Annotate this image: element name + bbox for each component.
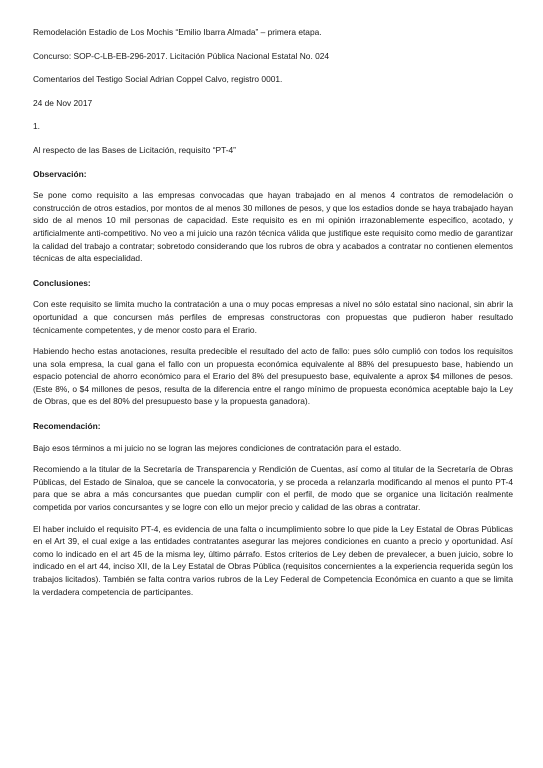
- recomendacion-paragraph-2: Recomiendo a la titular de la Secretaría de Transparencia y Rendición de Cuentas, así como al titular de la Secretaría de Obras Públicas, del Estado de Sinaloa, que se cancele la convocatoria, y se proceda a relanzarla modificando al menos el punto PT-4 para que se abra a más concursantes que puedan cumplir con el perfil, de modo que se organice una licitación realmente competida por varios concursantes y se logre con ello un mejor precio y calidad de las obras a contratar.: [33, 464, 513, 513]
- observacion-heading: Observación:: [33, 168, 87, 179]
- item-number: 1.: [33, 121, 40, 132]
- document-date: 24 de Nov 2017: [33, 97, 93, 108]
- conclusiones-paragraph-1: Con este requisito se limita mucho la contratación a una o muy pocas empresas a nivel no sólo estatal sino nacional, sin abrir la oportunidad a que concursen más perfiles de empresas constructoras con propuestas que pudieron haber resultado técnicamente competentes, y de menor costo para el Erario.: [33, 299, 513, 335]
- observacion-paragraph: Se pone como requisito a las empresas convocadas que hayan trabajado en al menos 4 contratos de remodelación o construcción de otros estadios, por montos de al menos 30 millones de pesos, y que los estadios donde se haya trabajado hayan sido de al menos 10 mil personas de capacidad. Este requisito es en mi opinión irrazonablemente especifico, acotado, y artificialmente anti-competitivo. No veo a mi juicio una razón técnica válida que justifique este requisito como medio de garantizar la calidad del trabajo a contratar; sobretodo considerando que los rubros de obra y acabados a contratar no contienen elementos técnicas de alta especialidad.: [33, 190, 513, 264]
- recomendacion-paragraph-3: El haber incluido el requisito PT-4, es evidencia de una falta o incumplimiento sobre lo que pide la Ley Estatal de Obras Públicas en el Art 39, el cual exige a las entidades contratantes asegurar las mejores condiciones en cuanto a precio y oportunidad. Así como lo indicado en el art 45 de la misma ley, último párrafo. Estos criterios de Ley deben de prevalecer, a buen juicio, sobre lo indicado en el art 44, inciso XII, de la Ley Estatal de Obras Pública (requisitos concernientes a la experiencia requerida según los trabajos licitados). También se falta contra varios rubros de la Ley Federal de Competencia Económica en cuanto a que se limita la verdadera competencia de participantes.: [33, 523, 513, 597]
- comentarios-line: Comentarios del Testigo Social Adrian Coppel Calvo, registro 0001.: [33, 74, 283, 85]
- subject-line: Al respecto de las Bases de Licitación, requisito “PT-4”: [33, 144, 236, 155]
- document-title: Remodelación Estadio de Los Mochis “Emilio Ibarra Almada” – primera etapa.: [33, 27, 322, 37]
- document-page: [33, 26, 513, 607]
- recomendacion-paragraph-1: Bajo esos términos a mi juicio no se logran las mejores condiciones de contratación para el estado.: [33, 442, 402, 453]
- concurso-line: Concurso: SOP-C-LB-EB-296-2017. Licitación Pública Nacional Estatal No. 024: [33, 50, 330, 61]
- recomendacion-heading: Recomendación:: [33, 421, 101, 432]
- conclusiones-paragraph-2: Habiendo hecho estas anotaciones, resulta predecible el resultado del acto de fallo: pues sólo cumplió con todos los requisitos una sola empresa, la cual gana el fallo con un propuesta económica equivalente al 88% del presupuesto base, habiendo un espacio potencial de ahorro económico para el Erario del 8% del presupuesto base, equivalente a aprox $4 millones de pesos. (Este 8%, o $4 millones de pesos, resulta de la diferencia entre el rango mínimo de propuesta económica aceptable bajo la Ley de Obras, que es del 80% del presupuesto base y la propuesta ganadora).: [33, 346, 513, 407]
- conclusiones-heading: Conclusiones:: [33, 277, 91, 288]
